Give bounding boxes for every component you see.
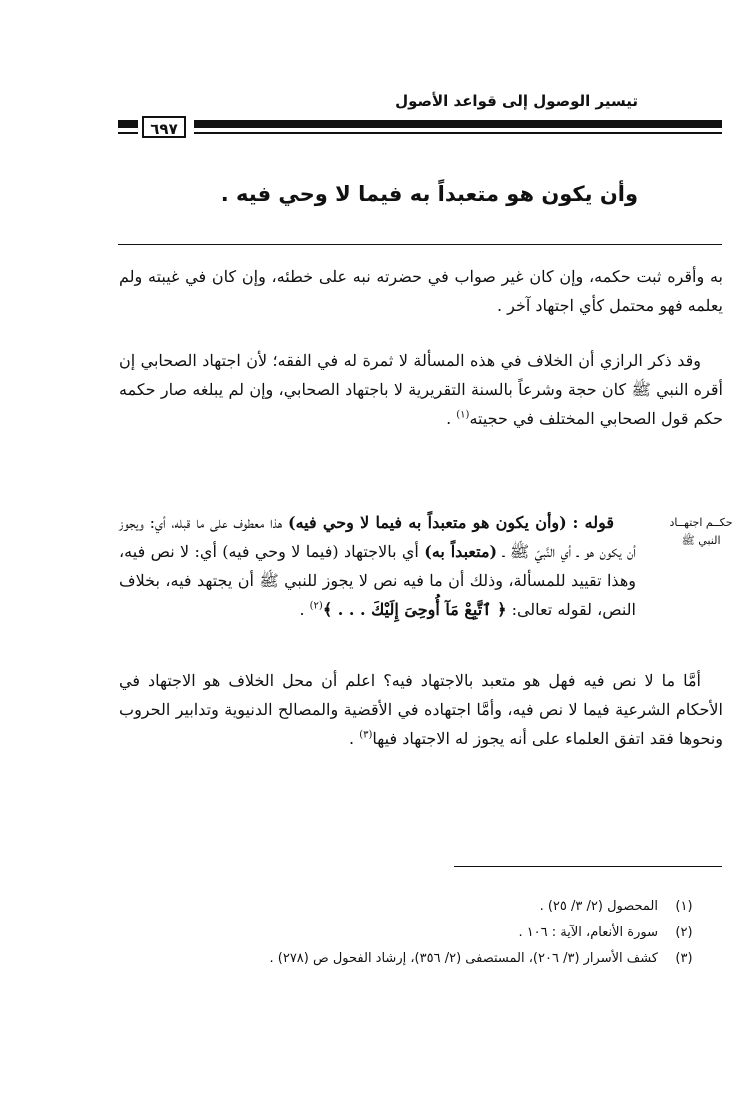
headline-separator xyxy=(118,244,722,245)
footnote-number: (١) xyxy=(675,899,693,914)
footnote-item xyxy=(56,894,696,920)
header-rule-left-thin xyxy=(118,132,138,134)
footnote-item xyxy=(56,946,696,972)
footnote-item xyxy=(56,920,696,946)
footnote-ref-1: (١) xyxy=(456,409,470,421)
footnotes xyxy=(56,894,696,972)
paragraph-2-text: وقد ذكر الرازي أن الخلاف في هذه المسألة لا ثمرة له في الفقه؛ لأن اجتهاد الصحابي إن أقره النبي ﷺ كان حجة وشرعاً بالسنة التقريرية لا باجتهاد الصحابي، وإن لم يبلغه صار حكمه حكم قول الصحابي المختلف في حجيته xyxy=(119,351,723,428)
footnote-ref-3: (٣) xyxy=(359,729,373,741)
header-rule-thin xyxy=(194,132,722,134)
footnote-rule xyxy=(454,866,722,867)
paragraph-3-quote-2: (متعبداً به) xyxy=(424,542,498,561)
paragraph-3-quote: (وأن يكون هو متعبداً به فيما لا وحي فيه) xyxy=(288,513,567,532)
footnote-text: سورة الأنعام، الآية : ١٠٦ . xyxy=(518,925,658,940)
margin-note-line-1: حكــم اجتهــاد xyxy=(669,516,733,529)
footnote-number: (٢) xyxy=(675,925,693,940)
paragraph-2: وقد ذكر الرازي أن الخلاف في هذه المسألة لا ثمرة له في الفقه؛ لأن اجتهاد الصحابي إن أقره النبي ﷺ كان حجة وشرعاً بالسنة التقريرية لا باجتهاد الصحابي، وإن لم يبلغه صار حكمه حكم قول الصحابي المختلف في حجيته$^{(١)}$ . xyxy=(119,351,723,428)
margin-note xyxy=(646,514,756,550)
paragraph-3-text-a: هذا معطوف على ما قبله، أي: ويجوز أن يكون هو ـ أي النَّبيّ ﷺ ـ xyxy=(119,513,637,561)
footnote-ref-2: (٢) xyxy=(309,600,323,612)
header-rule-left-thick xyxy=(118,120,138,128)
margin-note-line-2: النبي ﷺ xyxy=(681,534,721,547)
paragraph-1: به وأقره ثبت حكمه، وإن كان غير صواب في حضرته نبه على خطئه، وإن كان في غيبته ولم يعلمه فهو محتمل كأي اجتهاد آخر . xyxy=(119,267,723,315)
paragraph-4: أمَّا ما لا نص فيه فهل هو متعبد بالاجتهاد فيه؟ اعلم أن محل الخلاف هو الاجتهاد في الأحكام الشرعية فيما لا نص فيه، وأمَّا اجتهاده في الأقضية والمصالح الدنيوية وتدابير الحروب ونحوها فقد اتفق العلماء على أنه يجوز له الاجتهاد فيها$^{(٣)}$ . xyxy=(119,671,723,748)
paragraph-3-lead: قوله : xyxy=(572,513,614,532)
paragraph-3-text-b: أي بالاجتهاد (فيما لا وحي فيه) أي: لا نص فيه، وهذا تقييد للمسألة، وذلك أن ما فيه نص لا يجوز للنبي ﷺ أن يجتهد فيه، بخلاف النص، لقوله تعالى: xyxy=(119,542,636,619)
section-headline: وأن يكون هو متعبداً به فيما لا وحي فيه . xyxy=(220,182,638,206)
running-title: تيسير الوصول إلى قواعد الأصول xyxy=(395,92,638,110)
page-number: ٦٩٧ xyxy=(142,116,186,138)
footnote-text: المحصول (٢/ ٣/ ٢٥) . xyxy=(539,899,658,914)
quran-verse: ﴿ ٱتَّبِعْ مَآ أُوحِىَ إِلَيْكَ . . . ﴾ xyxy=(322,600,507,619)
footnote-text: كشف الأسرار (٣/ ٢٠٦)، المستصفى (٢/ ٣٥٦)، إرشاد الفحول ص (٢٧٨) . xyxy=(269,951,658,966)
paragraph-4-text: أمَّا ما لا نص فيه فهل هو متعبد بالاجتهاد فيه؟ اعلم أن محل الخلاف هو الاجتهاد في الأحكام الشرعية فيما لا نص فيه، وأمَّا اجتهاده في الأقضية والمصالح الدنيوية وتدابير الحروب ونحوها فقد اتفق العلماء على أنه يجوز له الاجتهاد فيها xyxy=(119,671,723,748)
paragraph-3: قوله : (وأن يكون هو متعبداً به فيما لا وحي فيه) هذا معطوف على ما قبله، أي: ويجوز أن يكون هو ـ أي النَّبيّ ﷺ ـ (متعبداً به) أي بالاجتهاد (فيما لا وحي فيه) أي: لا نص فيه، وهذا تقييد للمسألة، وذلك أن ما فيه نص لا يجوز للنبي ﷺ أن يجتهد فيه، بخلاف النص، لقوله تعالى: ﴿ ٱتَّبِعْ مَآ أُوحِىَ إِلَيْكَ . . . ﴾$^{(٢)}$ . xyxy=(119,513,637,619)
footnote-number: (٣) xyxy=(675,951,693,966)
header-rule-thick xyxy=(194,120,722,128)
